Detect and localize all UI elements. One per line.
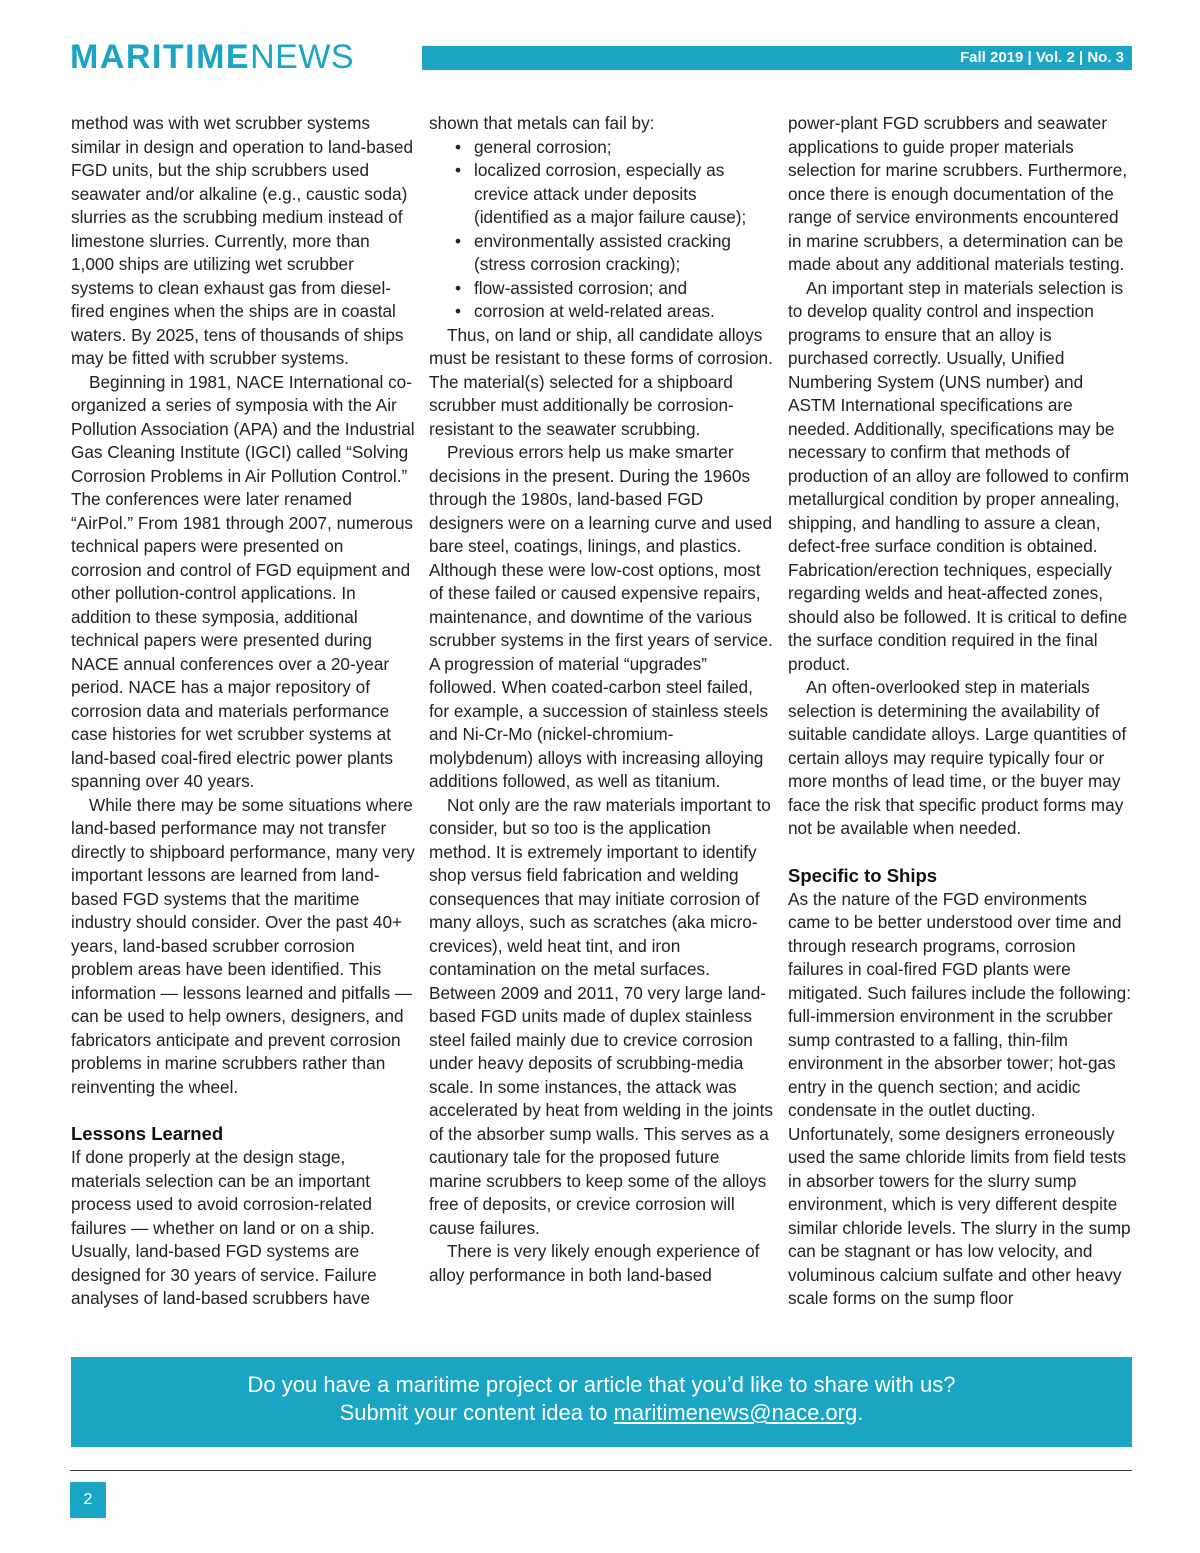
masthead <box>70 40 1132 74</box>
column-2 <box>429 112 773 1287</box>
maritime-news-logo <box>70 40 354 74</box>
masthead-band <box>422 46 1132 70</box>
column-1 <box>71 112 415 1311</box>
footer-divider <box>70 1470 1132 1471</box>
submission-callout <box>71 1357 1132 1447</box>
col3-paragraph-2: An important step in materials selection is to develop quality control and inspection programs to ensure that an alloy is purchased correctly. Usually, Unified Numbering System (UNS number) and ASTM International specifications are needed. Additionally, specifications may be necessary to confirm that methods of production of an alloy are followed to confirm metallurgical condition by proper annealing, shipping, and handling to assure a clean, defect-free surface condition is obtained. Fabrication/erection techniques, especially regarding welds and heat-affected zones, should also be followed. It is critical to define the surface condition required in the final product. <box>788 277 1130 674</box>
list-item-text: environmentally assisted cracking (stress corrosion cracking); <box>474 230 731 274</box>
list-item <box>455 159 773 230</box>
list-item <box>455 277 773 301</box>
failure-mode-list <box>429 136 773 324</box>
col2-paragraph-1: shown that metals can fail by: <box>429 113 655 133</box>
bullet-icon: • <box>455 301 462 321</box>
col2-paragraph-2: Thus, on land or ship, all candidate alloys must be resistant to these forms of corrosion. The material(s) selected for a shipboard scrubber must additionally be corrosion-resistant to the seawater scrubbing. <box>429 324 773 439</box>
list-item <box>455 300 773 324</box>
callout-prefix: Submit your content idea to <box>339 1400 608 1425</box>
bullet-icon: • <box>455 136 462 157</box>
col1-paragraph-1: method was with wet scrubber systems similar in design and operation to land-based FGD units, but the ship scrubbers used seawater and/or alkaline (e.g., caustic soda) slurries as the scrubbing medium instead of limestone slurries. Currently, more than 1,000 ships are utilizing wet scrubber systems to clean exhaust gas from diesel-fired engines when the ships are in coastal waters. By 2025, tens of thousands of ships may be fitted with scrubber systems. <box>71 113 414 368</box>
column-3 <box>788 112 1132 1311</box>
section-heading-specific-to-ships: Specific to Ships <box>788 864 938 886</box>
col2-paragraph-5: There is very likely enough experience of alloy performance in both land-based <box>429 1241 760 1285</box>
callout-suffix: . <box>857 1400 864 1425</box>
callout-line-2 <box>71 1399 1132 1427</box>
logo-light-text: NEWS <box>250 38 355 76</box>
list-item-text: flow-assisted corrosion; and <box>474 277 688 298</box>
issue-label: Fall 2019 | Vol. 2 | No. 3 <box>959 49 1124 66</box>
list-item-text: corrosion at weld-related areas. <box>474 301 715 321</box>
col2-paragraph-3: Previous errors help us make smarter decisions in the present. During the 1960s through the 1980s, land-based FGD designers were on a learning curve and used bare steel, coatings, linings, and plastics. Although these were low-cost options, most of these failed or caused expensive repairs, maintenance, and downtime of the various scrubber systems in the first years of service. A progression of material “upgrades” followed. When coated-carbon steel failed, for example, a succession of stainless steels and Ni-Cr-Mo (nickel-chromium-molybdenum) alloys with increasing alloying additions followed, as well as titanium. <box>429 442 773 791</box>
logo-bold-text: MARITIME <box>70 38 251 76</box>
col3-paragraph-4: As the nature of the FGD environments came to be better understood over time and through research programs, corrosion failures in coal-fired FGD plants were mitigated. Such failures include the following: full-immersion environment in the scrubber sump contrasted to a falling, thin-film environment in the absorber tower; hot-gas entry in the quench section; and acidic condensate in the outlet ducting. Unfortunately, some designers erroneously used the same chloride limits from field tests in absorber towers for the slurry sump environment, which is very different despite similar chloride levels. The slurry in the sump can be stagnant or has low velocity, and voluminous calcium sulfate and other heavy scale forms on the sump floor <box>788 888 1131 1308</box>
email-link[interactable]: maritimenews@nace.org <box>613 1400 858 1425</box>
callout-line-1: Do you have a maritime project or article that you’d like to share with us? <box>247 1372 956 1397</box>
col3-paragraph-3: An often-overlooked step in materials selection is determining the availability of suitable candidate alloys. Large quantities of certain alloys may require typically four or more months of lead time, or the buyer may face the risk that specific product forms may not be available when needed. <box>788 677 1127 838</box>
list-item <box>455 136 773 160</box>
list-item-text: general corrosion; <box>474 136 612 157</box>
list-item <box>455 230 773 277</box>
col3-paragraph-1: power-plant FGD scrubbers and seawater applications to guide proper materials selection for marine scrubbers. Furthermore, once there is enough documentation of the range of service environments encountered in marine scrubbers, a determination can be made about any additional materials testing. <box>788 113 1128 274</box>
section-heading-lessons-learned: Lessons Learned <box>71 1123 224 1144</box>
bullet-icon: • <box>455 230 462 251</box>
bullet-icon: • <box>455 160 462 180</box>
bullet-icon: • <box>455 277 462 298</box>
page-number: 2 <box>70 1482 106 1518</box>
col1-paragraph-3: While there may be some situations where land-based performance may not transfer directly to shipboard performance, many very important lessons are learned from land-based FGD systems that the maritime industry should consider. Over the past 40+ years, land-based scrubber corrosion problem areas have been identified. This information — lessons learned and pitfalls — can be used to help owners, designers, and fabricators anticipate and prevent corrosion problems in marine scrubbers rather than reinventing the wheel. <box>71 794 415 1097</box>
list-item-text: localized corrosion, especially as crevice attack under deposits (identified as a major failure cause); <box>474 160 747 227</box>
col2-paragraph-4: Not only are the raw materials important to consider, but so too is the application method. It is extremely important to identify shop versus field fabrication and welding consequences that may initiate corrosion of many alloys, such as scratches (aka micro-crevices), weld heat tint, and iron contamination on the metal surfaces. Between 2009 and 2011, 70 very large land-based FGD units made of duplex stainless steel failed mainly due to crevice corrosion under heavy deposits of scrubbing-media scale. In some instances, the attack was accelerated by heat from welding in the joints of the absorber sump walls. This serves as a cautionary tale for the proposed future marine scrubbers to keep some of the alloys free of deposits, or crevice corrosion will cause failures. <box>429 794 773 1238</box>
col1-paragraph-4: If done properly at the design stage, materials selection can be an important process used to avoid corrosion-related failures — whether on land or on a ship. Usually, land-based FGD systems are designed for 30 years of service. Failure analyses of land-based scrubbers have <box>71 1147 377 1308</box>
col1-paragraph-2: Beginning in 1981, NACE International co-organized a series of symposia with the Air Pollution Association (APA) and the Industrial Gas Cleaning Institute (IGCI) called “Solving Corrosion Problems in Air Pollution Control.” The conferences were later renamed “AirPol.” From 1981 through 2007, numerous technical papers were presented on corrosion and control of FGD equipment and other pollution-control applications. In addition to these symposia, additional technical papers were presented during NACE annual conferences over a 20-year period. NACE has a major repository of corrosion data and materials performance case histories for wet scrubber systems at land-based coal-fired electric power plants spanning over 40 years. <box>71 371 415 791</box>
